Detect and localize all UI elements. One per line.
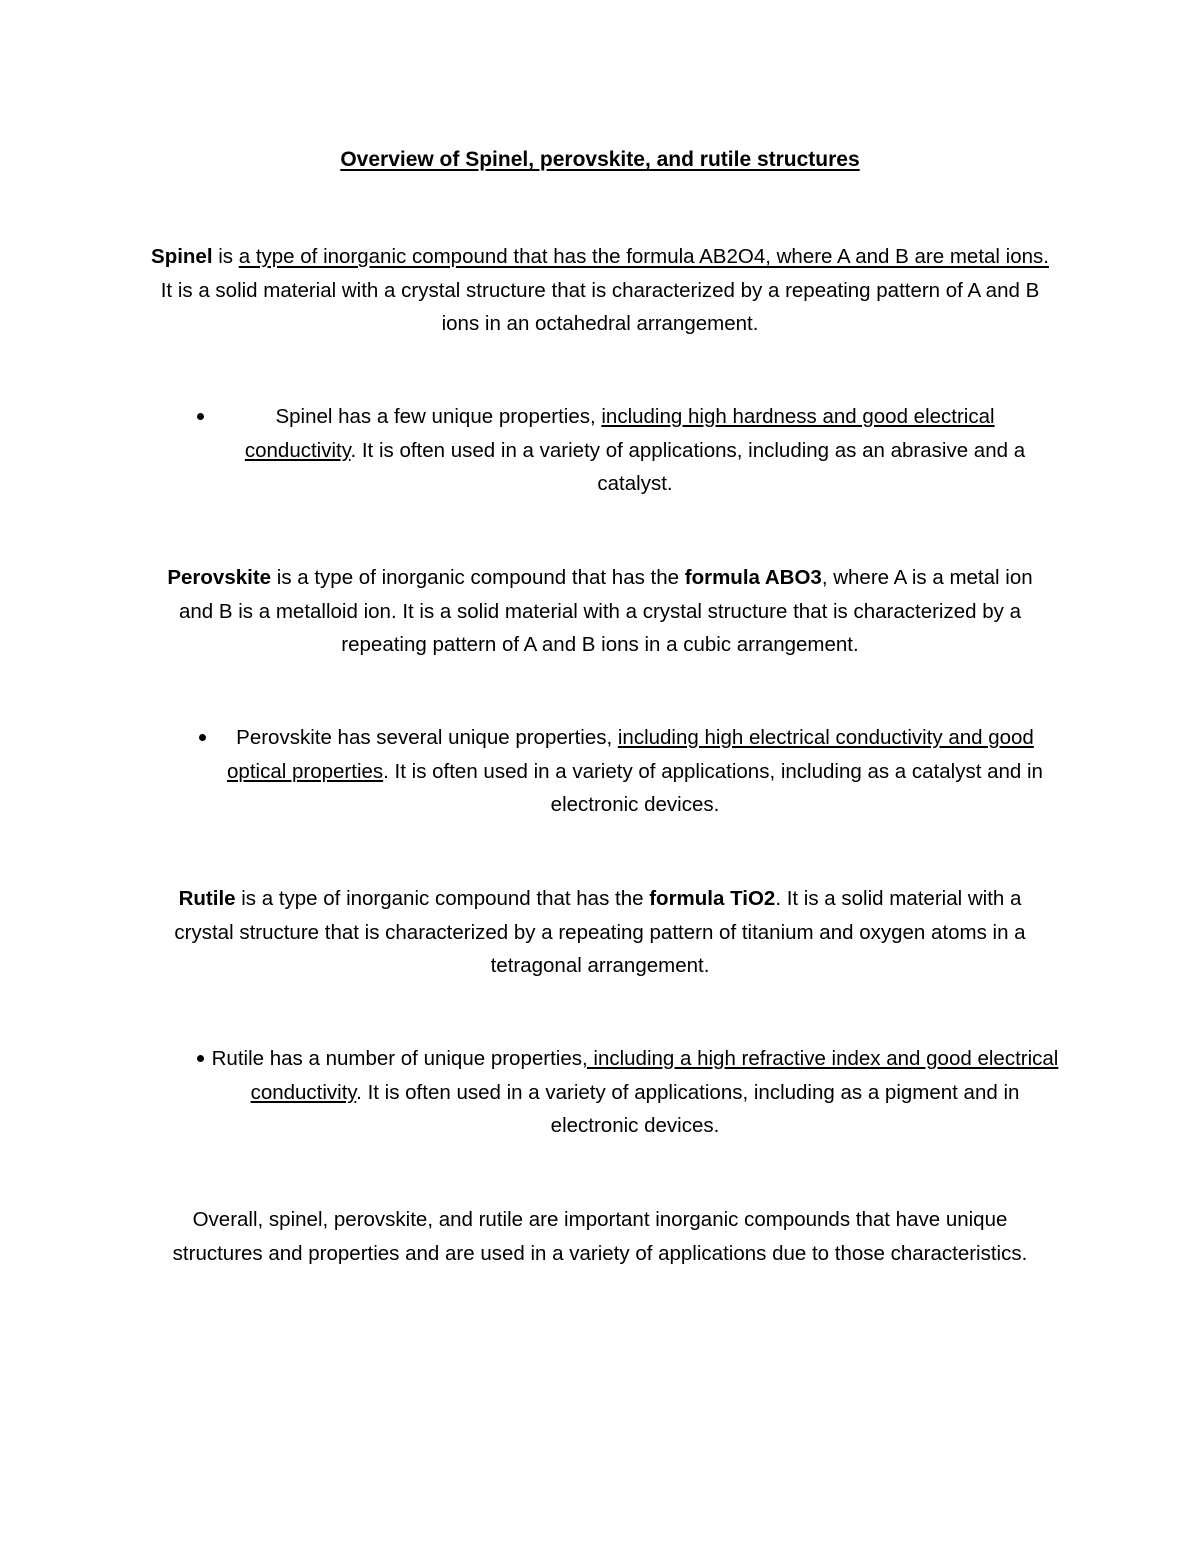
spinel-bullet-item [218, 400, 1052, 501]
perovskite-term: Perovskite [167, 566, 272, 589]
rutile-formula: formula TiO2 [649, 887, 776, 910]
rutile-bullet-underlined-text: , including a high refractive index and good electrical conductivity [250, 1047, 1059, 1104]
perovskite-formula: formula ABO3 [684, 566, 822, 589]
rutile-text-2: . It is a solid material with a crystal structure that is characterized by a repeating pattern of titanium and oxygen atoms in a tetragonal arrangement. [174, 887, 1026, 978]
spinel-paragraph [150, 240, 1050, 341]
rutile-bullet-text-2: . It is often used in a variety of applications, including as a pigment and in electronic devices. [356, 1080, 1020, 1138]
bullet-icon [197, 1055, 204, 1062]
bullet-icon [199, 734, 206, 741]
rutile-text-1: is a type of inorganic compound that has the [235, 887, 650, 910]
rutile-bullet-item [210, 1042, 1060, 1143]
spinel-bullet-underlined-text: including high hardness and good electrical conductivity [244, 405, 995, 462]
spinel-text-1: is [212, 245, 239, 268]
spinel-underlined-text: a type of inorganic compound that has the formula AB2O4, where A and B are metal ions. [238, 245, 1049, 268]
perovskite-paragraph [150, 561, 1050, 662]
spinel-term: Spinel [151, 245, 213, 268]
perovskite-text-1: is a type of inorganic compound that has the [271, 566, 685, 589]
rutile-paragraph [150, 882, 1050, 983]
bullet-icon [197, 413, 204, 420]
perovskite-bullet-text-2: . It is often used in a variety of applications, including as a catalyst and in electronic devices. [383, 759, 1043, 817]
page-title: Overview of Spinel, perovskite, and rutile structures [340, 148, 860, 171]
perovskite-bullet-item [210, 721, 1060, 822]
spinel-bullet-text-1: Spinel has a few unique properties, [275, 405, 602, 428]
conclusion-paragraph: Overall, spinel, perovskite, and rutile are important inorganic compounds that have unique structures and properties and are used in a variety of applications due to those characteristics. [172, 1208, 1028, 1265]
perovskite-text-2: , where A is a metal ion and B is a metalloid ion. It is a solid material with a crystal structure that is characterized by a repeating pattern of A and B ions in a cubic arrangement. [178, 566, 1033, 657]
perovskite-bullet-underlined-text: including high electrical conductivity and good optical properties [227, 726, 1034, 783]
rutile-bullet-text-1: Rutile has a number of unique properties [211, 1047, 582, 1070]
spinel-text-2: It is a solid material with a crystal structure that is characterized by a repeating pattern of A and B ions in an octahedral arrangement. [160, 278, 1040, 336]
rutile-term: Rutile [178, 887, 236, 910]
spinel-bullet-text-2: . It is often used in a variety of applications, including as an abrasive and a catalyst. [350, 438, 1026, 496]
perovskite-bullet-text-1: Perovskite has several unique properties, [236, 726, 618, 749]
